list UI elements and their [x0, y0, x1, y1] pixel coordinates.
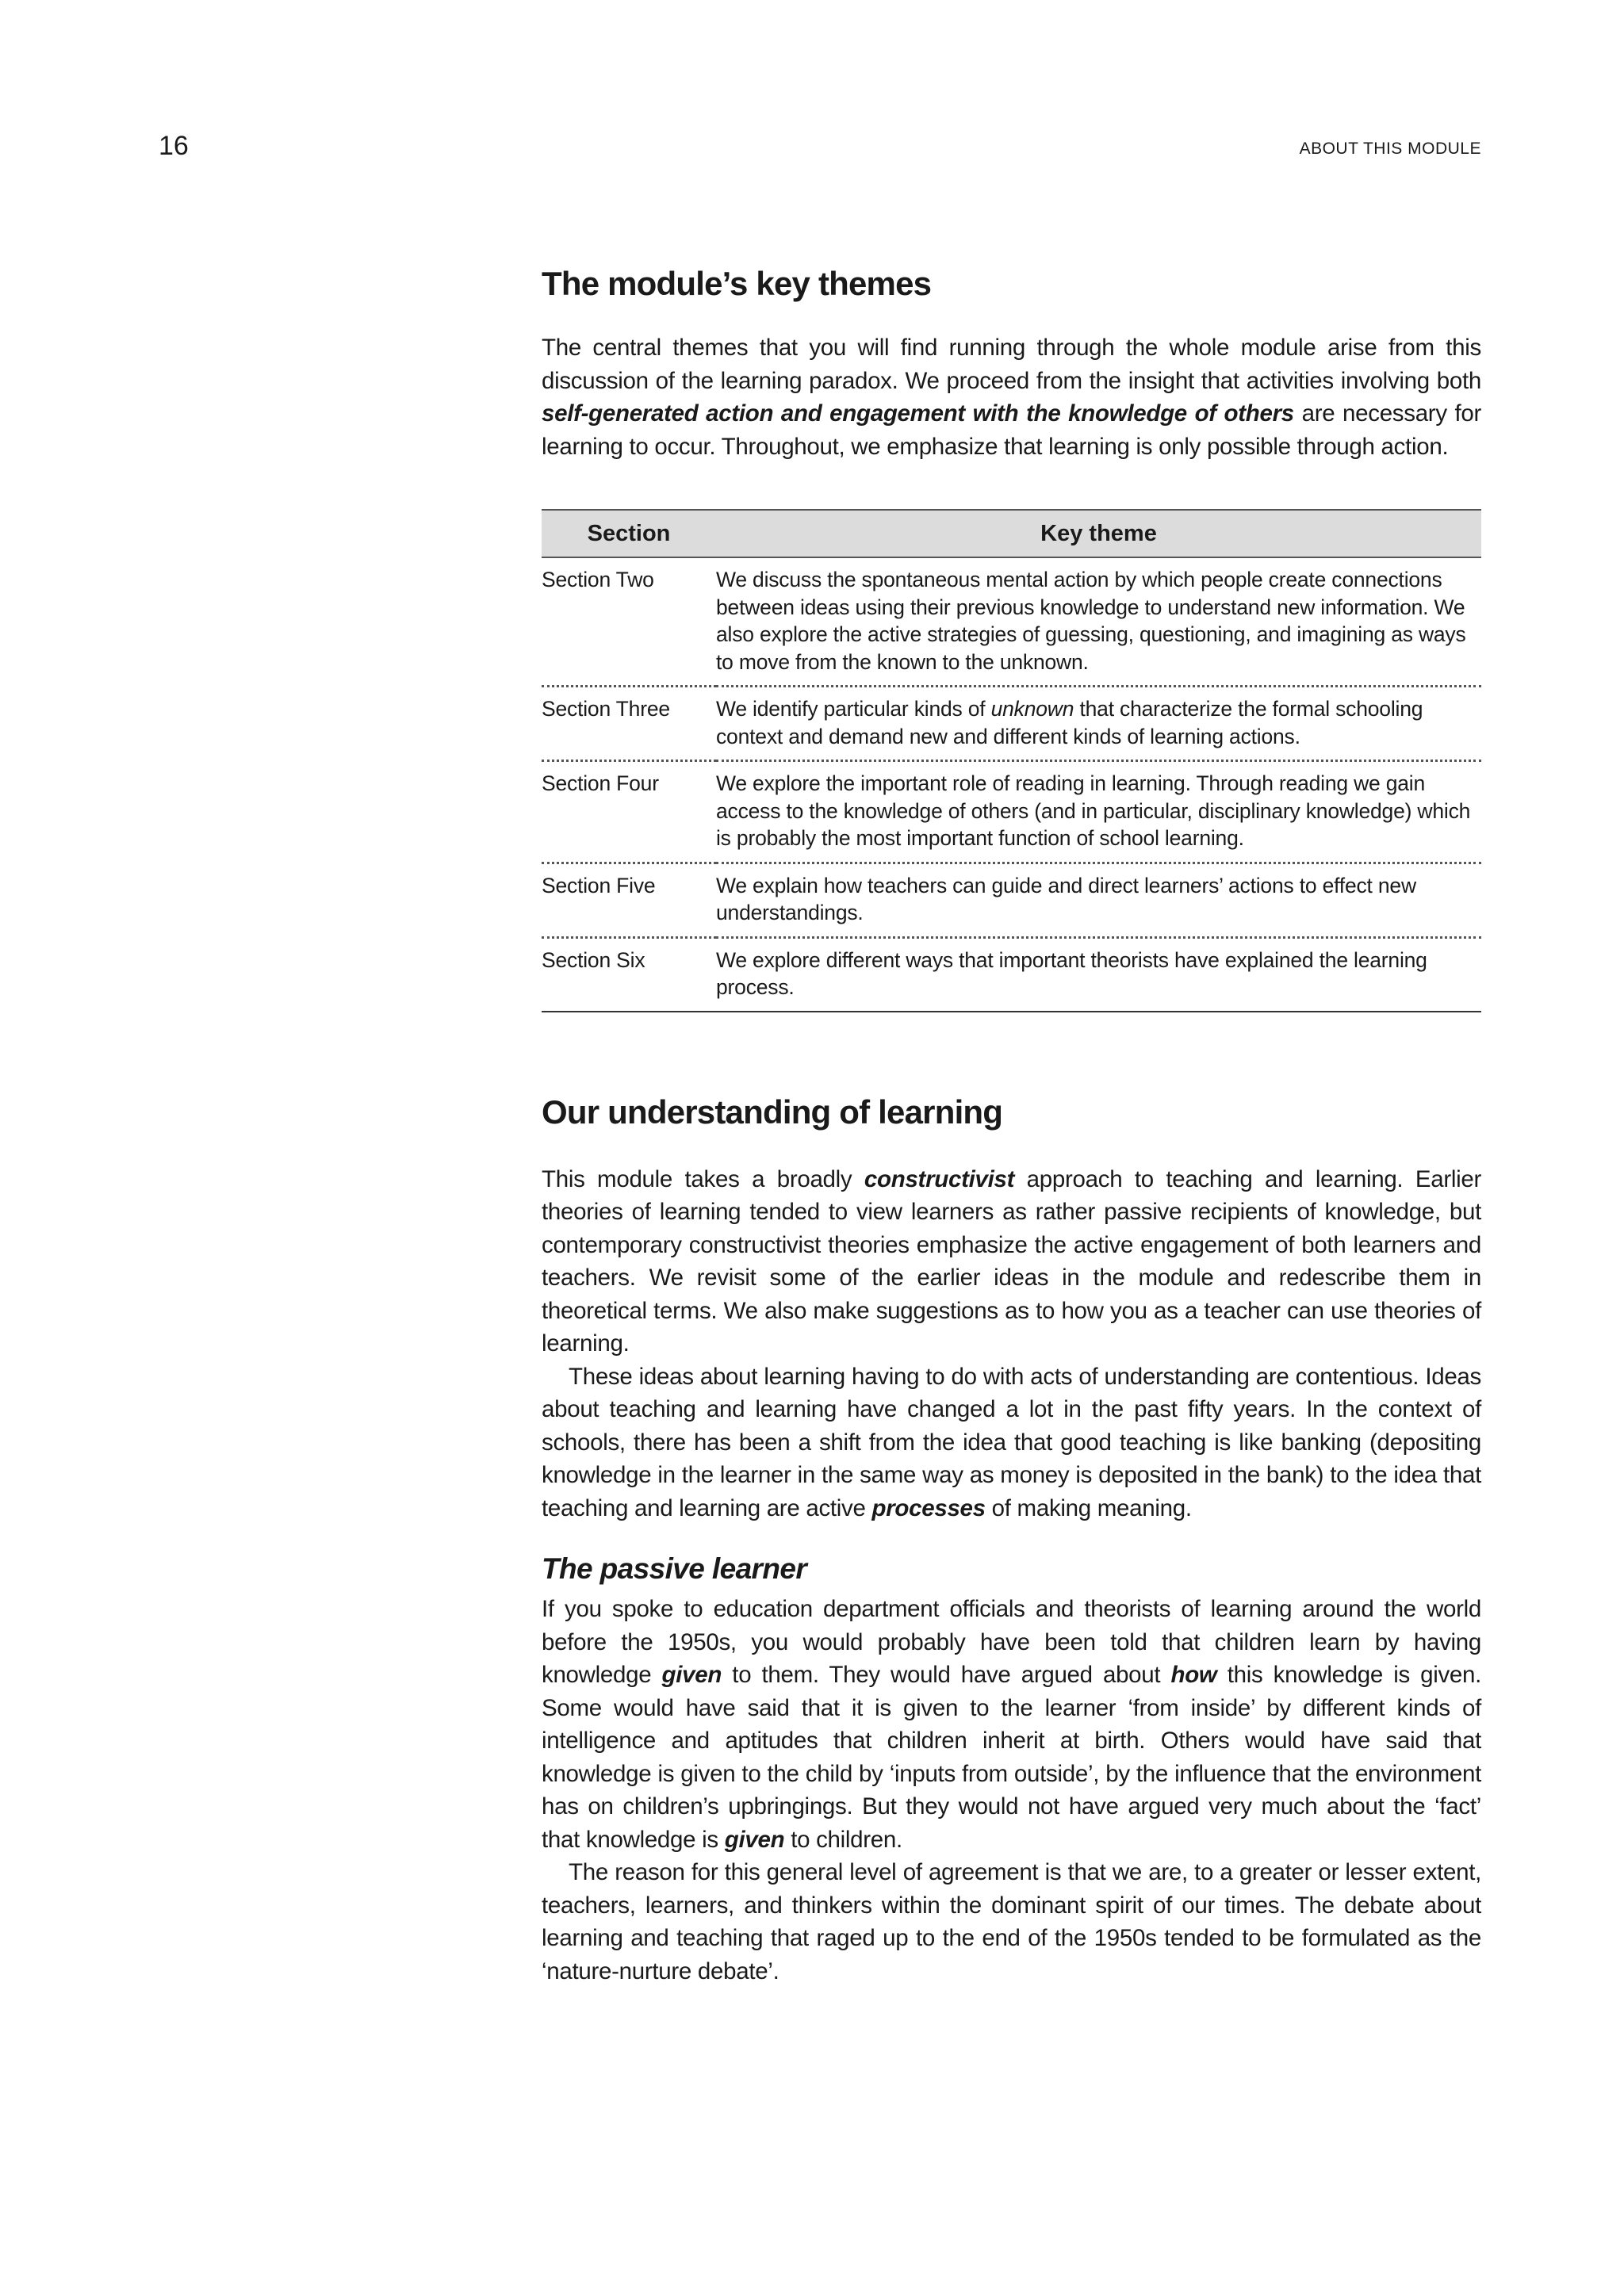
theme-cell: We explore different ways that important theorists have explained the learning process.: [716, 947, 1427, 999]
page-number: 16: [159, 131, 189, 161]
table-header-row: [542, 510, 1481, 557]
theme-cell: We discuss the spontaneous mental action by which people create connections between ideas using their previous knowledge to understand new information. We also explore the active strategies of guessing, questioning, and imagining as ways to move from the known to the unknown.: [716, 568, 1466, 674]
passive-paragraph-1: If you spoke to education department officials and theorists of learning around the world before the 1950s, you would probably have been told that children learn by having knowledge given to them. They would have argued about how this knowledge is given. Some would have said that it is given to the learner ‘from inside’ by different kinds of intelligence and aptitudes that children inherit at birth. Others would have said that knowledge is given to the child by ‘inputs from outside’, by the influence that the environment has on children’s upbringings. But they would not have argued very much about the ‘fact’ that knowledge is given to children.: [542, 1596, 1482, 1853]
emphasis: given: [724, 1826, 785, 1853]
emphasis: how: [1170, 1662, 1217, 1688]
understanding-paragraph-2: These ideas about learning having to do with acts of understanding are contentious. Ideas about teaching and learning have changed a lot in the past fifty years. In the context of schools, there has been a shift from the idea that good teaching is like banking (depositing knowledge in the learner in the same way as money is deposited in the bank) to the idea that teaching and learning are active processes of making meaning.: [542, 1363, 1481, 1521]
section-cell: Section Five: [542, 873, 656, 897]
table-row: [542, 863, 1481, 937]
section-heading-understanding-learning: Our understanding of learning: [542, 1093, 1003, 1131]
key-themes-paragraph: The central themes that you will find running through the whole module arise from this discussion of the learning paradox. We proceed from the insight that activities involving both self-generated action and engagement with the knowledge of others are necessary for learning to occur. Throughout, we emphasize that learning is only possible through action.: [542, 335, 1481, 460]
section-cell: Section Three: [542, 697, 670, 721]
emphasis: unknown: [990, 697, 1074, 721]
theme-cell: We explore the important role of reading in learning. Through reading we gain access to the knowledge of others (and in particular, disciplinary knowledge) which is probably the most important function of school learning.: [716, 771, 1471, 850]
column-header-section: Section: [542, 510, 716, 557]
understanding-paragraph-1: This module takes a broadly constructivist approach to teaching and learning. Earlier theories of learning tended to view learners as rather passive recipients of knowledge, but contemporary constructivist theories emphasize the active engagement of both learners and teachers. We revisit some of the earlier ideas in the module and redescribe them in theoretical terms. We also make suggestions as to how you as a teacher can use theories of learning.: [542, 1165, 1481, 1357]
emphasis: given: [661, 1662, 722, 1688]
main-content: [542, 262, 1481, 1988]
key-themes-table: [542, 509, 1481, 1012]
emphasis: processes: [871, 1494, 986, 1521]
table-row: [542, 761, 1481, 863]
table-row: [542, 937, 1481, 1012]
section-cell: Section Four: [542, 771, 659, 795]
emphasis: constructivist: [864, 1165, 1015, 1192]
table-row: [542, 687, 1481, 761]
table-row: [542, 557, 1481, 687]
theme-cell: We explain how teachers can guide and direct learners’ actions to effect new understandings.: [716, 873, 1416, 924]
section-cell: Section Six: [542, 947, 645, 972]
section-heading-key-themes: The module’s key themes: [542, 265, 932, 302]
section-cell: Section Two: [542, 568, 654, 591]
running-head: ABOUT THIS MODULE: [1299, 140, 1481, 158]
passive-paragraph-2: The reason for this general level of agreement is that we are, to a greater or lesser extent, teachers, learners, and thinkers within the dominant spirit of our times. The debate about learning and teaching that raged up to the end of the 1950s tended to be formulated as the ‘nature-nurture debate’.: [542, 1859, 1481, 1984]
emphasis: self-generated action and engagement with the knowledge of others: [542, 400, 1294, 427]
column-header-key-theme: Key theme: [716, 510, 1481, 557]
theme-cell: We identify particular kinds of unknown that characterize the formal schooling context and demand new and different kinds of learning actions.: [716, 697, 1423, 748]
subheading-passive-learner: The passive learner: [542, 1552, 807, 1585]
